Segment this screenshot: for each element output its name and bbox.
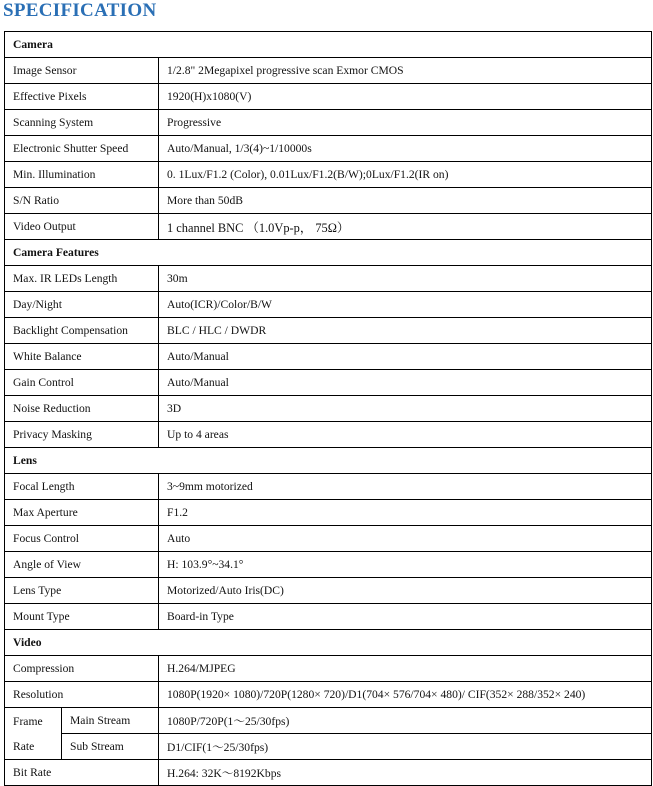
spec-value: H.264/MJPEG	[159, 656, 652, 682]
table-row	[5, 708, 652, 734]
table-row	[5, 760, 652, 786]
spec-label: Max Aperture	[5, 500, 159, 526]
spec-value: More than 50dB	[159, 188, 652, 214]
spec-value: Auto/Manual	[159, 370, 652, 396]
table-row	[5, 110, 652, 136]
main-stream-label: Main Stream	[62, 708, 159, 734]
spec-value: Auto(ICR)/Color/B/W	[159, 292, 652, 318]
spec-label: S/N Ratio	[5, 188, 159, 214]
section-header-video: Video	[5, 630, 652, 656]
spec-value: Board-in Type	[159, 604, 652, 630]
spec-label: Effective Pixels	[5, 84, 159, 110]
spec-value: H: 103.9°~34.1°	[159, 552, 652, 578]
spec-label: Scanning System	[5, 110, 159, 136]
sub-stream-label: Sub Stream	[62, 734, 159, 760]
spec-label: Mount Type	[5, 604, 159, 630]
table-row	[5, 474, 652, 500]
table-row	[5, 162, 652, 188]
spec-label: Lens Type	[5, 578, 159, 604]
table-row	[5, 214, 652, 240]
spec-label: Max. IR LEDs Length	[5, 266, 159, 292]
table-row	[5, 552, 652, 578]
spec-value: 1920(H)x1080(V)	[159, 84, 652, 110]
section-header-camera-features: Camera Features	[5, 240, 652, 266]
spec-value: 1/2.8" 2Megapixel progressive scan Exmor CMOS	[159, 58, 652, 84]
spec-label: White Balance	[5, 344, 159, 370]
spec-label: Electronic Shutter Speed	[5, 136, 159, 162]
spec-label: Resolution	[5, 682, 159, 708]
spec-label: Focal Length	[5, 474, 159, 500]
frame-rate-label-line2: Rate	[13, 739, 35, 753]
section-header-camera: Camera	[5, 32, 652, 58]
section-row-camera-features	[5, 240, 652, 266]
table-row	[5, 136, 652, 162]
table-row	[5, 734, 652, 760]
spec-value: 3D	[159, 396, 652, 422]
spec-label: Video Output	[5, 214, 159, 240]
table-row	[5, 604, 652, 630]
spec-value: Auto/Manual	[159, 344, 652, 370]
spec-label: Backlight Compensation	[5, 318, 159, 344]
table-row	[5, 188, 652, 214]
table-row	[5, 526, 652, 552]
spec-value: BLC / HLC / DWDR	[159, 318, 652, 344]
spec-label: Gain Control	[5, 370, 159, 396]
table-row	[5, 500, 652, 526]
spec-value: 0. 1Lux/F1.2 (Color), 0.01Lux/F1.2(B/W);0Lux/F1.2(IR on)	[159, 162, 652, 188]
spec-label: Bit Rate	[5, 760, 159, 786]
spec-label: Image Sensor	[5, 58, 159, 84]
spec-value: Auto/Manual, 1/3(4)~1/10000s	[159, 136, 652, 162]
frame-rate-label-line1: Frame	[13, 714, 43, 728]
table-row	[5, 344, 652, 370]
table-row	[5, 396, 652, 422]
section-header-lens: Lens	[5, 448, 652, 474]
section-row-video	[5, 630, 652, 656]
table-row	[5, 422, 652, 448]
spec-label: Focus Control	[5, 526, 159, 552]
table-row	[5, 370, 652, 396]
table-row	[5, 266, 652, 292]
table-row	[5, 58, 652, 84]
spec-label: Privacy Masking	[5, 422, 159, 448]
section-row-camera	[5, 32, 652, 58]
spec-label: Day/Night	[5, 292, 159, 318]
spec-value: Up to 4 areas	[159, 422, 652, 448]
table-row	[5, 656, 652, 682]
spec-value: 1 channel BNC （1.0Vp-p， 75Ω）	[159, 214, 652, 240]
table-row	[5, 292, 652, 318]
section-row-lens	[5, 448, 652, 474]
spec-value: F1.2	[159, 500, 652, 526]
spec-label: Min. Illumination	[5, 162, 159, 188]
spec-value: Motorized/Auto Iris(DC)	[159, 578, 652, 604]
spec-label: Noise Reduction	[5, 396, 159, 422]
table-row	[5, 318, 652, 344]
spec-value: 3~9mm motorized	[159, 474, 652, 500]
page-title: SPECIFICATION	[3, 0, 157, 21]
main-stream-value: 1080P/720P(1～25/30fps)	[159, 708, 652, 734]
spec-value: Progressive	[159, 110, 652, 136]
spec-value: H.264: 32K～8192Kbps	[159, 760, 652, 786]
table-row	[5, 578, 652, 604]
spec-label: Compression	[5, 656, 159, 682]
frame-rate-label	[5, 708, 62, 760]
spec-value: 30m	[159, 266, 652, 292]
spec-value: 1080P(1920× 1080)/720P(1280× 720)/D1(704× 576/704× 480)/ CIF(352× 288/352× 240)	[159, 682, 652, 708]
sub-stream-value: D1/CIF(1～25/30fps)	[159, 734, 652, 760]
spec-label: Angle of View	[5, 552, 159, 578]
table-row	[5, 84, 652, 110]
specification-table	[4, 31, 652, 786]
spec-value: Auto	[159, 526, 652, 552]
table-row	[5, 682, 652, 708]
